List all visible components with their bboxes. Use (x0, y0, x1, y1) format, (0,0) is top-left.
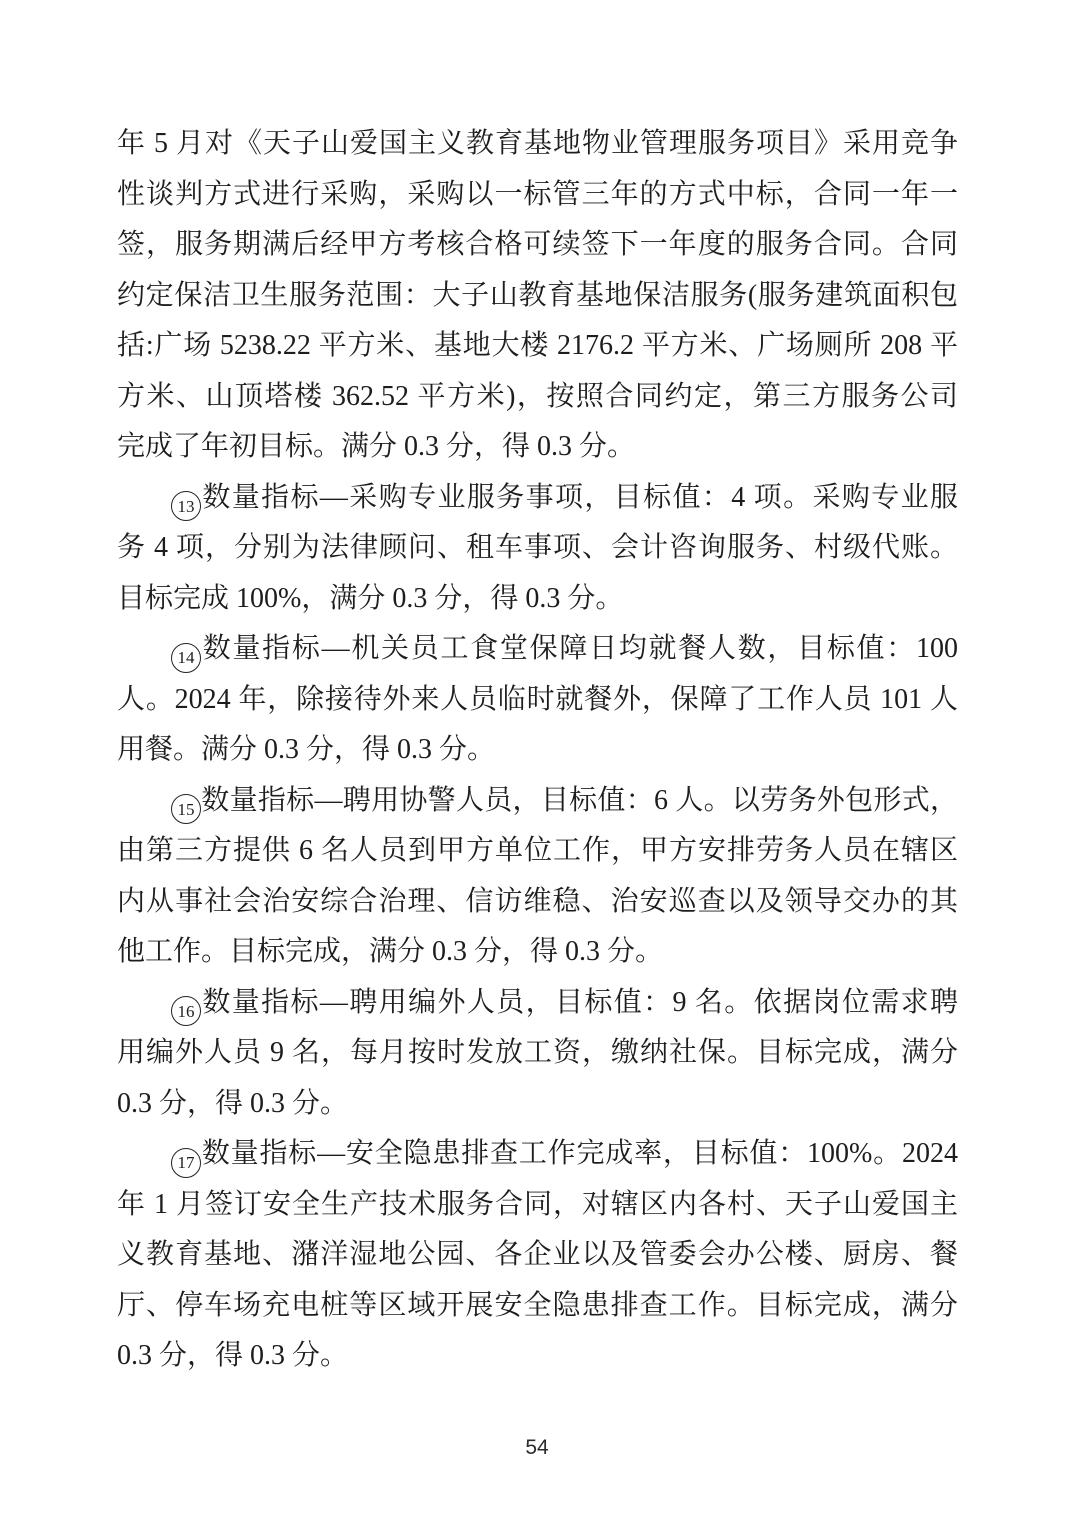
text-line-content: 数量指标—聘用协警人员，目标值：6 人。以劳务外包形式， (201, 784, 958, 816)
text-line: 年 5 月对《天子山爱国主义教育基地物业管理服务项目》采用竞争 (117, 128, 958, 159)
text-line (117, 1129, 958, 1180)
text-line-content: 数量指标—机关员工食堂保障日均就餐人数，目标值：100 (201, 633, 958, 664)
text-line (117, 624, 958, 675)
text-line-content: 数量指标—采购专业服务事项，目标值：4 项。采购专业服 (201, 481, 958, 513)
text-line: 他工作。目标完成，满分 0.3 分，得 0.3 分。 (117, 936, 664, 967)
text-line (117, 978, 958, 1029)
text-line: 内从事社会治安综合治理、信访维稳、治安巡查以及领导交办的其 (117, 885, 958, 917)
text-line: 人。2024 年，除接待外来人员临时就餐外，保障了工作人员 101 人 (117, 683, 958, 715)
text-line: 用餐。满分 0.3 分，得 0.3 分。 (117, 734, 496, 765)
text-line (117, 776, 958, 827)
text-line: 性谈判方式进行采购，采购以一标管三年的方式中标，合同一年一 (117, 178, 958, 210)
circled-number-13-icon: 13 (171, 491, 201, 521)
text-line: 由第三方提供 6 名人员到甲方单位工作，甲方安排劳务人员在辖区 (117, 835, 958, 866)
text-line: 完成了年初目标。满分 0.3 分，得 0.3 分。 (117, 431, 636, 462)
text-line: 年 1 月签订安全生产技术服务合同，对辖区内各村、天子山爱国主 (117, 1188, 958, 1220)
text-line: 义教育基地、潴洋湿地公园、各企业以及管委会办公楼、厨房、餐 (117, 1239, 958, 1270)
text-line: 0.3 分，得 0.3 分。 (117, 1087, 349, 1119)
document-text-block (117, 119, 958, 1382)
page-number: 54 (525, 1436, 549, 1459)
text-line: 0.3 分，得 0.3 分。 (117, 1340, 349, 1371)
circled-number-17-icon: 17 (171, 1148, 201, 1178)
text-line: 约定保洁卫生服务范围：大子山教育基地保洁服务(服务建筑面积包 (117, 279, 958, 311)
text-line: 括:广场 5238.22 平方米、基地大楼 2176.2 平方米、广场厕所 208 平 (117, 330, 958, 361)
circled-number-15-icon: 15 (171, 794, 201, 824)
circled-number-16-icon: 16 (171, 996, 201, 1026)
text-line-content: 数量指标—聘用编外人员，目标值：9 名。依据岗位需求聘 (201, 986, 958, 1018)
text-line: 用编外人员 9 名，每月按时发放工资，缴纳社保。目标完成，满分 (117, 1037, 958, 1068)
text-line: 务 4 项，分别为法律顾问、租车事项、会计咨询服务、村级代账。 (117, 532, 958, 563)
text-line (117, 473, 958, 524)
text-line: 厅、停车场充电桩等区域开展安全隐患排查工作。目标完成，满分 (117, 1289, 958, 1321)
text-line: 目标完成 100%，满分 0.3 分，得 0.3 分。 (117, 582, 624, 614)
text-line-content: 数量指标—安全隐患排查工作完成率，目标值：100%。2024 (201, 1138, 958, 1169)
text-line: 签，服务期满后经甲方考核合格可续签下一年度的服务合同。合同 (117, 229, 958, 260)
circled-number-14-icon: 14 (171, 643, 201, 673)
text-line: 方米、山顶塔楼 362.52 平方米)，按照合同约定，第三方服务公司 (117, 380, 958, 412)
